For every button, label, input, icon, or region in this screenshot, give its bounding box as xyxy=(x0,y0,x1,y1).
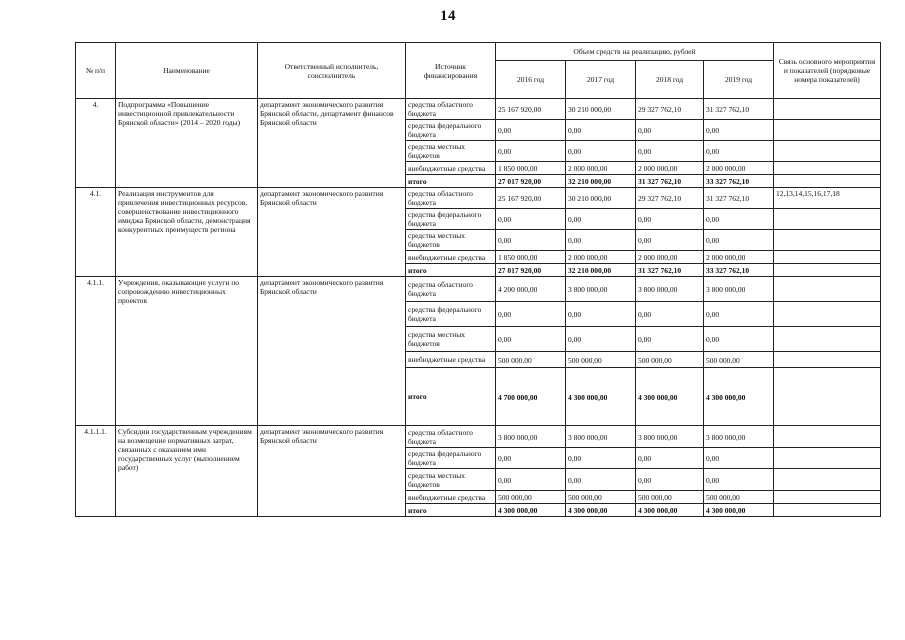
funding-source: средства федерального бюджета xyxy=(406,302,496,327)
funding-source: средства федерального бюджета xyxy=(406,209,496,230)
header-name: Наименование xyxy=(116,43,258,99)
funding-value: 32 210 000,00 xyxy=(566,175,636,188)
funding-value: 0,00 xyxy=(636,230,704,251)
row-number: 4. xyxy=(76,99,116,188)
funding-value: 4 300 000,00 xyxy=(566,368,636,426)
header-year: 2017 год xyxy=(566,61,636,99)
funding-value: 500 000,00 xyxy=(566,352,636,368)
funding-value: 27 017 920,00 xyxy=(496,264,566,277)
funding-value: 500 000,00 xyxy=(636,491,704,504)
funding-value: 33 327 762,10 xyxy=(704,264,774,277)
table-body xyxy=(76,99,881,517)
row-executor: департамент экономического развития Брянской области xyxy=(258,188,406,277)
funding-value: 30 210 000,00 xyxy=(566,188,636,209)
funding-source: средства федерального бюджета xyxy=(406,448,496,469)
funding-value: 32 210 000,00 xyxy=(566,264,636,277)
funding-value: 0,00 xyxy=(636,120,704,141)
funding-source: средства областного бюджета xyxy=(406,277,496,302)
funding-value: 31 327 762,10 xyxy=(636,264,704,277)
funding-value: 0,00 xyxy=(496,230,566,251)
funding-value: 0,00 xyxy=(566,327,636,352)
funding-value: 2 000 000,00 xyxy=(566,162,636,175)
funding-source: итого xyxy=(406,175,496,188)
row-indicators: 12,13,14,15,16,17,18 xyxy=(774,188,881,209)
funding-value: 3 800 000,00 xyxy=(566,426,636,448)
funding-source: средства областного бюджета xyxy=(406,99,496,120)
funding-source: средства местных бюджетов xyxy=(406,327,496,352)
header-year: 2016 год xyxy=(496,61,566,99)
header-num: № п/п xyxy=(76,43,116,99)
funding-value: 500 000,00 xyxy=(704,352,774,368)
funding-value: 3 800 000,00 xyxy=(496,426,566,448)
funding-value: 31 327 762,10 xyxy=(704,188,774,209)
empty-cell xyxy=(774,448,881,469)
row-number: 4.1.1.1. xyxy=(76,426,116,517)
empty-cell xyxy=(774,209,881,230)
empty-cell xyxy=(774,175,881,188)
row-name: Учреждения, оказывающие услуги по сопровождению инвестиционных проектов xyxy=(116,277,258,426)
funding-value: 2 000 000,00 xyxy=(636,251,704,264)
empty-cell xyxy=(774,504,881,517)
funding-value: 31 327 762,10 xyxy=(636,175,704,188)
funding-value: 500 000,00 xyxy=(704,491,774,504)
funding-value: 0,00 xyxy=(704,469,774,491)
funding-source: внебюджетные средства xyxy=(406,352,496,368)
empty-cell xyxy=(774,491,881,504)
funding-value: 25 167 920,00 xyxy=(496,99,566,120)
funding-value: 4 200 000,00 xyxy=(496,277,566,302)
empty-cell xyxy=(774,162,881,175)
funding-value: 4 300 000,00 xyxy=(566,504,636,517)
funding-value: 0,00 xyxy=(496,469,566,491)
funding-source: внебюджетные средства xyxy=(406,162,496,175)
funding-source: итого xyxy=(406,368,496,426)
funding-value: 4 300 000,00 xyxy=(704,504,774,517)
funding-value: 0,00 xyxy=(704,302,774,327)
funding-value: 0,00 xyxy=(566,120,636,141)
funding-value: 0,00 xyxy=(496,141,566,162)
funding-value: 25 167 920,00 xyxy=(496,188,566,209)
row-executor: департамент экономического развития Брянской области, департамент финансов Брянской области xyxy=(258,99,406,188)
row-indicators xyxy=(774,277,881,302)
funding-source: итого xyxy=(406,504,496,517)
funding-value: 0,00 xyxy=(566,448,636,469)
funding-value: 0,00 xyxy=(496,120,566,141)
funding-source: средства местных бюджетов xyxy=(406,469,496,491)
funding-source: внебюджетные средства xyxy=(406,251,496,264)
empty-cell xyxy=(774,141,881,162)
row-name: Субсидии государственным учреждениям на возмещение нормативных затрат, связанных с оказанием ими государственных услуг (выполнением работ) xyxy=(116,426,258,517)
funding-value: 4 700 000,00 xyxy=(496,368,566,426)
funding-source: средства областного бюджета xyxy=(406,426,496,448)
header-executor: Ответственный исполнитель, соисполнитель xyxy=(258,43,406,99)
funding-value: 0,00 xyxy=(566,209,636,230)
funding-value: 0,00 xyxy=(566,469,636,491)
row-number: 4.1.1. xyxy=(76,277,116,426)
funding-value: 4 300 000,00 xyxy=(704,368,774,426)
table-row xyxy=(76,188,881,209)
header-source: Источник финансирования xyxy=(406,43,496,99)
funding-value: 2 000 000,00 xyxy=(704,251,774,264)
funding-value: 0,00 xyxy=(636,448,704,469)
funding-value: 0,00 xyxy=(704,448,774,469)
row-indicators xyxy=(774,426,881,448)
funding-value: 2 000 000,00 xyxy=(636,162,704,175)
row-indicators xyxy=(774,99,881,120)
funding-value: 0,00 xyxy=(704,327,774,352)
funding-value: 3 800 000,00 xyxy=(704,277,774,302)
funding-value: 2 000 000,00 xyxy=(566,251,636,264)
funding-value: 3 800 000,00 xyxy=(636,277,704,302)
funding-value: 0,00 xyxy=(636,302,704,327)
funding-value: 0,00 xyxy=(636,209,704,230)
header-year: 2018 год xyxy=(636,61,704,99)
header-link: Связь основного мероприятия и показателей (порядковые номера показателей) xyxy=(774,43,881,99)
funding-value: 29 327 762,10 xyxy=(636,188,704,209)
funding-value: 4 300 000,00 xyxy=(636,368,704,426)
funding-value: 4 300 000,00 xyxy=(636,504,704,517)
funding-value: 27 017 920,00 xyxy=(496,175,566,188)
funding-value: 4 300 000,00 xyxy=(496,504,566,517)
funding-value: 500 000,00 xyxy=(636,352,704,368)
funding-source: средства местных бюджетов xyxy=(406,230,496,251)
funding-value: 3 800 000,00 xyxy=(704,426,774,448)
funding-source: средства местных бюджетов xyxy=(406,141,496,162)
funding-value: 0,00 xyxy=(704,120,774,141)
empty-cell xyxy=(774,302,881,327)
funding-table xyxy=(75,42,881,517)
table-row xyxy=(76,99,881,120)
funding-value: 29 327 762,10 xyxy=(636,99,704,120)
empty-cell xyxy=(774,230,881,251)
row-name: Подпрограмма «Повышение инвестиционной привлекательности Брянской области» (2014 – 2020 годы) xyxy=(116,99,258,188)
row-executor: департамент экономического развития Брянской области xyxy=(258,426,406,517)
funding-value: 0,00 xyxy=(496,448,566,469)
page-number: 14 xyxy=(440,8,456,24)
empty-cell xyxy=(774,264,881,277)
funding-value: 0,00 xyxy=(566,141,636,162)
funding-value: 0,00 xyxy=(496,209,566,230)
funding-value: 3 800 000,00 xyxy=(566,277,636,302)
funding-value: 500 000,00 xyxy=(566,491,636,504)
funding-value: 33 327 762,10 xyxy=(704,175,774,188)
funding-value: 1 850 000,00 xyxy=(496,162,566,175)
funding-value: 0,00 xyxy=(704,230,774,251)
funding-source: средства федерального бюджета xyxy=(406,120,496,141)
funding-value: 1 850 000,00 xyxy=(496,251,566,264)
empty-cell xyxy=(774,469,881,491)
header-funding: Объем средств на реализацию, рублей xyxy=(496,43,774,61)
funding-source: итого xyxy=(406,264,496,277)
empty-cell xyxy=(774,368,881,426)
funding-source: внебюджетные средства xyxy=(406,491,496,504)
funding-value: 0,00 xyxy=(566,230,636,251)
funding-value: 3 800 000,00 xyxy=(636,426,704,448)
row-number: 4.1. xyxy=(76,188,116,277)
funding-value: 30 210 000,00 xyxy=(566,99,636,120)
funding-source: средства областного бюджета xyxy=(406,188,496,209)
funding-value: 2 000 000,00 xyxy=(704,162,774,175)
row-executor: департамент экономического развития Брянской области xyxy=(258,277,406,426)
funding-value: 0,00 xyxy=(704,141,774,162)
funding-value: 0,00 xyxy=(704,209,774,230)
table-row xyxy=(76,426,881,448)
table-row xyxy=(76,277,881,302)
empty-cell xyxy=(774,251,881,264)
empty-cell xyxy=(774,120,881,141)
funding-value: 0,00 xyxy=(496,327,566,352)
empty-cell xyxy=(774,352,881,368)
funding-value: 0,00 xyxy=(636,327,704,352)
funding-value: 0,00 xyxy=(566,302,636,327)
funding-value: 0,00 xyxy=(636,141,704,162)
funding-value: 500 000,00 xyxy=(496,491,566,504)
funding-value: 500 000,00 xyxy=(496,352,566,368)
empty-cell xyxy=(774,327,881,352)
row-name: Реализация инструментов для привлечения инвестиционных ресурсов, совершенствование инвестиционного имиджа Брянской области, демонстрация конкурентных преимуществ региона xyxy=(116,188,258,277)
funding-value: 0,00 xyxy=(636,469,704,491)
funding-value: 31 327 762,10 xyxy=(704,99,774,120)
header-year: 2019 год xyxy=(704,61,774,99)
funding-value: 0,00 xyxy=(496,302,566,327)
